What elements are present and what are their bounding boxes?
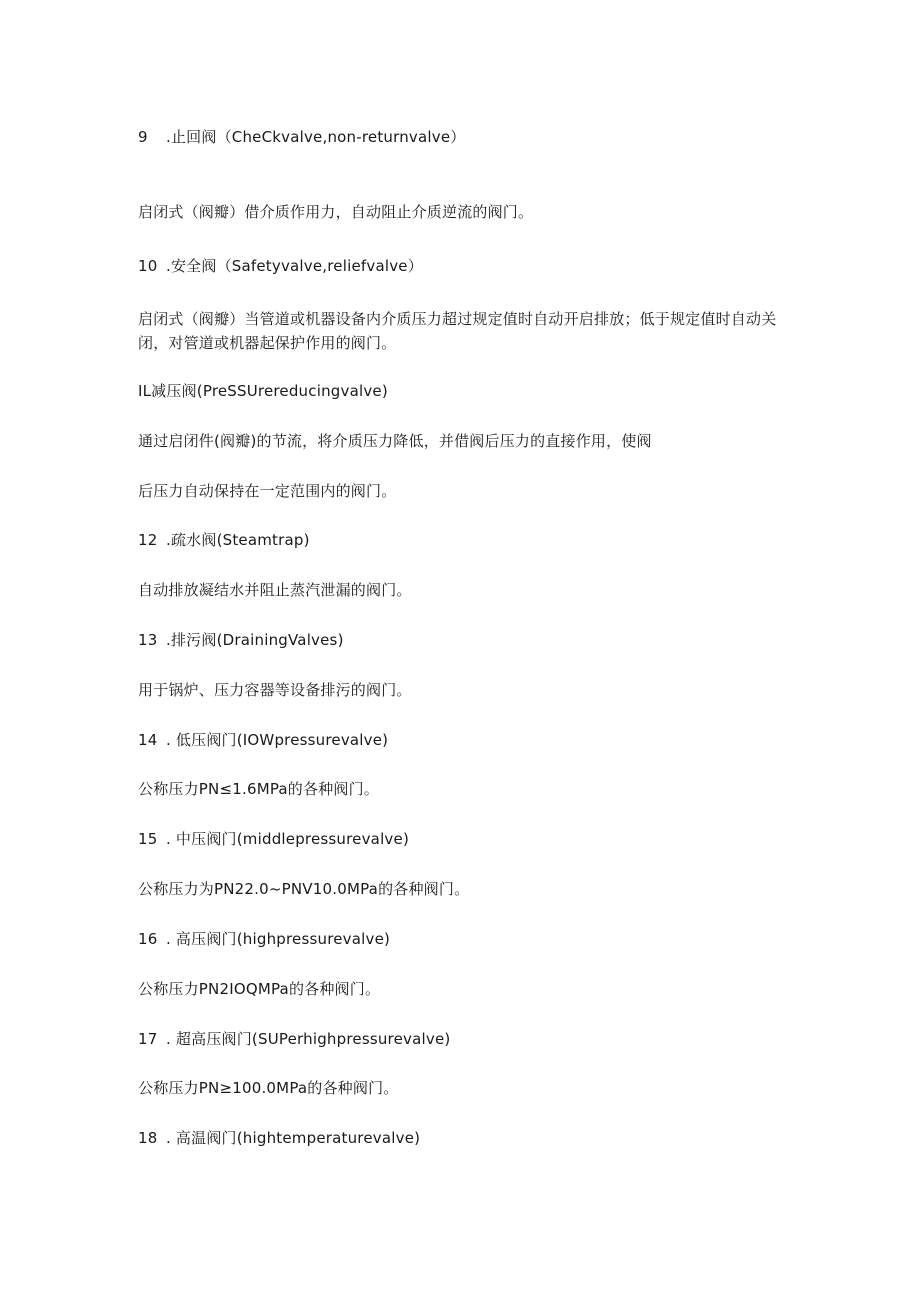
- item-number: 15: [138, 830, 158, 848]
- paragraph-text: 公称压力PN≤1.6MPa的各种阀门。: [138, 780, 379, 798]
- item-title: . 中压阀门(middlepressurevalve): [166, 830, 409, 848]
- paragraph-text: 启闭式（阀瓣）当管道或机器设备内介质压力超过规定值时自动开启排放；低于规定值时自动关闭，对管道或机器起保护作用的阀门。: [138, 310, 777, 352]
- item-13-description: [138, 678, 778, 702]
- item-12-heading: [138, 528, 778, 552]
- item-18-heading: [138, 1126, 778, 1150]
- paragraph-text: 用于锅炉、压力容器等设备排污的阀门。: [138, 681, 412, 699]
- item-16-heading: [138, 927, 778, 951]
- item-10-description: [138, 307, 778, 355]
- item-title: .疏水阀(Steamtrap): [166, 531, 310, 549]
- item-title: . 高温阀门(hightemperaturevalve): [166, 1129, 421, 1147]
- item-number: 12: [138, 531, 158, 549]
- item-17-heading: [138, 1027, 778, 1051]
- item-number: 16: [138, 930, 158, 948]
- item-number: 9: [138, 128, 148, 146]
- item-11-heading: [138, 379, 778, 403]
- item-9-heading: [138, 125, 778, 149]
- item-title: . 低压阀门(IOWpressurevalve): [166, 731, 389, 749]
- item-title: .排污阀(DrainingValves): [166, 631, 344, 649]
- item-number: 18: [138, 1129, 158, 1147]
- item-14-heading: [138, 728, 778, 752]
- item-13-heading: [138, 628, 778, 652]
- item-17-description: [138, 1076, 778, 1100]
- paragraph-text: 公称压力PN≥100.0MPa的各种阀门。: [138, 1079, 399, 1097]
- item-title: . 超高压阀门(SUPerhighpressurevalve): [166, 1030, 451, 1048]
- item-10-heading: [138, 254, 778, 278]
- paragraph-text: 公称压力为PN22.0~PNV10.0MPa的各种阀门。: [138, 880, 470, 898]
- item-number: 17: [138, 1030, 158, 1048]
- item-number: 10: [138, 257, 158, 275]
- item-9-description: [138, 200, 778, 224]
- item-title: . 高压阀门(highpressurevalve): [166, 930, 391, 948]
- paragraph-text: 自动排放凝结水并阻止蒸汽泄漏的阀门。: [138, 581, 412, 599]
- item-11-description-line-2: [138, 479, 778, 503]
- paragraph-text: 后压力自动保持在一定范围内的阀门。: [138, 482, 397, 500]
- item-12-description: [138, 578, 778, 602]
- paragraph-text: 公称压力PN2IOQMPa的各种阀门。: [138, 980, 381, 998]
- item-number: 13: [138, 631, 158, 649]
- item-15-description: [138, 877, 778, 901]
- item-16-description: [138, 977, 778, 1001]
- paragraph-text: 通过启闭件(阀瓣)的节流，将介质压力降低，并借阀后压力的直接作用，使阀: [138, 432, 652, 450]
- item-title: .安全阀（Safetyvalve,reliefvalve）: [166, 257, 423, 275]
- item-11-description-line-1: [138, 429, 778, 453]
- item-title: IL减压阀(PreSSUrereducingvalve): [138, 382, 388, 400]
- item-title: .止回阀（CheCkvalve,non-returnvalve）: [166, 128, 466, 146]
- item-14-description: [138, 777, 778, 801]
- item-number: 14: [138, 731, 158, 749]
- item-15-heading: [138, 827, 778, 851]
- paragraph-text: 启闭式（阀瓣）借介质作用力，自动阻止介质逆流的阀门。: [138, 203, 534, 221]
